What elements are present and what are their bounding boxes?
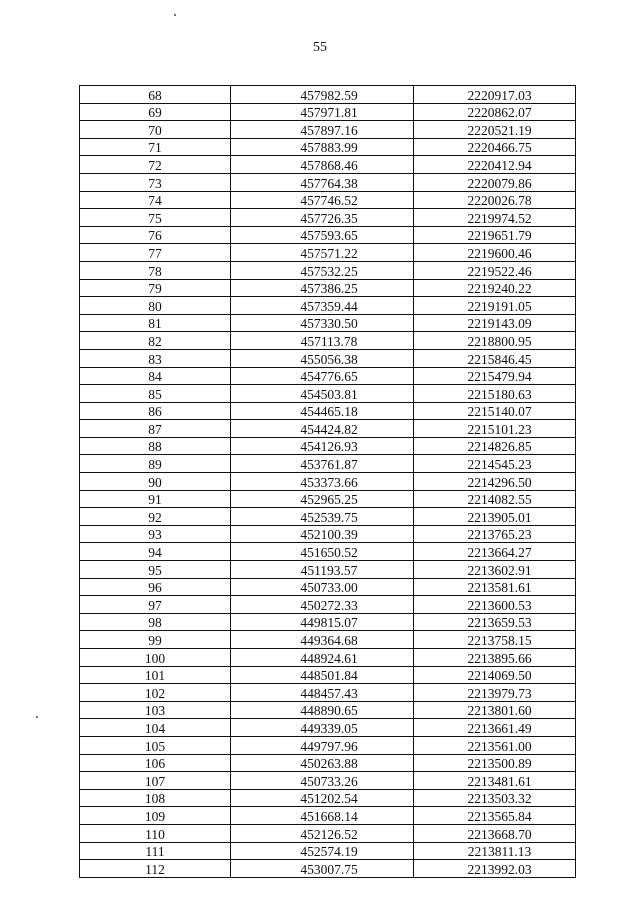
y-coordinate-cell: 2213659.53 (414, 613, 576, 631)
x-coordinate-cell: 457982.59 (231, 86, 414, 104)
table-row (80, 332, 576, 350)
table-row (80, 842, 576, 860)
table-row (80, 349, 576, 367)
x-coordinate-cell: 457726.35 (231, 209, 414, 227)
table-row (80, 261, 576, 279)
point-number-cell: 75 (80, 209, 231, 227)
x-coordinate-cell: 448924.61 (231, 649, 414, 667)
table-row (80, 561, 576, 579)
y-coordinate-cell: 2220079.86 (414, 173, 576, 191)
point-number-cell: 95 (80, 561, 231, 579)
point-number-cell: 97 (80, 596, 231, 614)
table-row (80, 420, 576, 438)
point-number-cell: 107 (80, 772, 231, 790)
x-coordinate-cell: 451193.57 (231, 561, 414, 579)
table-row (80, 701, 576, 719)
y-coordinate-cell: 2214082.55 (414, 490, 576, 508)
table-row (80, 508, 576, 526)
point-number-cell: 82 (80, 332, 231, 350)
x-coordinate-cell: 457593.65 (231, 226, 414, 244)
table-row (80, 860, 576, 878)
table-row (80, 103, 576, 121)
y-coordinate-cell: 2213811.13 (414, 842, 576, 860)
x-coordinate-cell: 457532.25 (231, 261, 414, 279)
point-number-cell: 78 (80, 261, 231, 279)
y-coordinate-cell: 2220412.94 (414, 156, 576, 174)
point-number-cell: 100 (80, 649, 231, 667)
x-coordinate-cell: 453373.66 (231, 473, 414, 491)
point-number-cell: 88 (80, 437, 231, 455)
x-coordinate-cell: 457764.38 (231, 173, 414, 191)
y-coordinate-cell: 2220521.19 (414, 121, 576, 139)
point-number-cell: 110 (80, 824, 231, 842)
point-number-cell: 76 (80, 226, 231, 244)
point-number-cell: 73 (80, 173, 231, 191)
x-coordinate-cell: 450733.00 (231, 578, 414, 596)
point-number-cell: 106 (80, 754, 231, 772)
point-number-cell: 86 (80, 402, 231, 420)
y-coordinate-cell: 2218800.95 (414, 332, 576, 350)
table-row (80, 437, 576, 455)
point-number-cell: 70 (80, 121, 231, 139)
table-row (80, 824, 576, 842)
y-coordinate-cell: 2213503.32 (414, 789, 576, 807)
point-number-cell: 69 (80, 103, 231, 121)
point-number-cell: 81 (80, 314, 231, 332)
point-number-cell: 91 (80, 490, 231, 508)
y-coordinate-cell: 2213801.60 (414, 701, 576, 719)
y-coordinate-cell: 2213895.66 (414, 649, 576, 667)
x-coordinate-cell: 452126.52 (231, 824, 414, 842)
table-row (80, 86, 576, 104)
table-row (80, 684, 576, 702)
y-coordinate-cell: 2219600.46 (414, 244, 576, 262)
table-row (80, 244, 576, 262)
point-number-cell: 103 (80, 701, 231, 719)
table-row (80, 754, 576, 772)
y-coordinate-cell: 2213992.03 (414, 860, 576, 878)
x-coordinate-cell: 457571.22 (231, 244, 414, 262)
table-row (80, 525, 576, 543)
y-coordinate-cell: 2213661.49 (414, 719, 576, 737)
table-row (80, 314, 576, 332)
point-number-cell: 80 (80, 297, 231, 315)
x-coordinate-cell: 457113.78 (231, 332, 414, 350)
x-coordinate-cell: 449815.07 (231, 613, 414, 631)
point-number-cell: 108 (80, 789, 231, 807)
x-coordinate-cell: 455056.38 (231, 349, 414, 367)
y-coordinate-cell: 2220862.07 (414, 103, 576, 121)
table-row (80, 279, 576, 297)
x-coordinate-cell: 452574.19 (231, 842, 414, 860)
table-row (80, 490, 576, 508)
y-coordinate-cell: 2213765.23 (414, 525, 576, 543)
point-number-cell: 96 (80, 578, 231, 596)
point-number-cell: 98 (80, 613, 231, 631)
table-row (80, 191, 576, 209)
table-row (80, 121, 576, 139)
point-number-cell: 87 (80, 420, 231, 438)
y-coordinate-cell: 2219240.22 (414, 279, 576, 297)
table-row (80, 543, 576, 561)
point-number-cell: 109 (80, 807, 231, 825)
y-coordinate-cell: 2215140.07 (414, 402, 576, 420)
y-coordinate-cell: 2213758.15 (414, 631, 576, 649)
x-coordinate-cell: 457359.44 (231, 297, 414, 315)
x-coordinate-cell: 448890.65 (231, 701, 414, 719)
point-number-cell: 89 (80, 455, 231, 473)
x-coordinate-cell: 448457.43 (231, 684, 414, 702)
x-coordinate-cell: 453007.75 (231, 860, 414, 878)
point-number-cell: 84 (80, 367, 231, 385)
x-coordinate-cell: 450733.26 (231, 772, 414, 790)
x-coordinate-cell: 452100.39 (231, 525, 414, 543)
table-row (80, 596, 576, 614)
point-number-cell: 112 (80, 860, 231, 878)
table-row (80, 173, 576, 191)
coordinates-table-body (80, 86, 576, 878)
table-row (80, 138, 576, 156)
x-coordinate-cell: 457386.25 (231, 279, 414, 297)
x-coordinate-cell: 457330.50 (231, 314, 414, 332)
y-coordinate-cell: 2213481.61 (414, 772, 576, 790)
point-number-cell: 92 (80, 508, 231, 526)
point-number-cell: 93 (80, 525, 231, 543)
y-coordinate-cell: 2215180.63 (414, 385, 576, 403)
y-coordinate-cell: 2214069.50 (414, 666, 576, 684)
x-coordinate-cell: 451650.52 (231, 543, 414, 561)
y-coordinate-cell: 2219522.46 (414, 261, 576, 279)
table-row (80, 772, 576, 790)
y-coordinate-cell: 2213565.84 (414, 807, 576, 825)
y-coordinate-cell: 2214545.23 (414, 455, 576, 473)
table-row (80, 402, 576, 420)
table-row (80, 666, 576, 684)
table-row (80, 631, 576, 649)
x-coordinate-cell: 454776.65 (231, 367, 414, 385)
point-number-cell: 94 (80, 543, 231, 561)
y-coordinate-cell: 2219651.79 (414, 226, 576, 244)
table-row (80, 473, 576, 491)
table-row (80, 455, 576, 473)
y-coordinate-cell: 2214826.85 (414, 437, 576, 455)
table-row (80, 807, 576, 825)
x-coordinate-cell: 449364.68 (231, 631, 414, 649)
page-number: 55 (313, 40, 327, 55)
x-coordinate-cell: 450263.88 (231, 754, 414, 772)
x-coordinate-cell: 449339.05 (231, 719, 414, 737)
point-number-cell: 77 (80, 244, 231, 262)
point-number-cell: 74 (80, 191, 231, 209)
table-row (80, 385, 576, 403)
point-number-cell: 71 (80, 138, 231, 156)
y-coordinate-cell: 2220917.03 (414, 86, 576, 104)
y-coordinate-cell: 2213500.89 (414, 754, 576, 772)
x-coordinate-cell: 453761.87 (231, 455, 414, 473)
table-row (80, 789, 576, 807)
point-number-cell: 72 (80, 156, 231, 174)
y-coordinate-cell: 2213561.00 (414, 736, 576, 754)
table-row (80, 719, 576, 737)
table-row (80, 209, 576, 227)
table-row (80, 736, 576, 754)
x-coordinate-cell: 457868.46 (231, 156, 414, 174)
table-row (80, 613, 576, 631)
point-number-cell: 104 (80, 719, 231, 737)
point-number-cell: 79 (80, 279, 231, 297)
point-number-cell: 68 (80, 86, 231, 104)
point-number-cell: 111 (80, 842, 231, 860)
y-coordinate-cell: 2215479.94 (414, 367, 576, 385)
x-coordinate-cell: 457883.99 (231, 138, 414, 156)
x-coordinate-cell: 449797.96 (231, 736, 414, 754)
x-coordinate-cell: 454126.93 (231, 437, 414, 455)
x-coordinate-cell: 454465.18 (231, 402, 414, 420)
point-number-cell: 99 (80, 631, 231, 649)
table-row (80, 578, 576, 596)
x-coordinate-cell: 452539.75 (231, 508, 414, 526)
point-number-cell: 105 (80, 736, 231, 754)
y-coordinate-cell: 2213600.53 (414, 596, 576, 614)
point-number-cell: 102 (80, 684, 231, 702)
x-coordinate-cell: 457971.81 (231, 103, 414, 121)
scan-speck (36, 716, 38, 718)
table-row (80, 649, 576, 667)
point-number-cell: 85 (80, 385, 231, 403)
x-coordinate-cell: 457897.16 (231, 121, 414, 139)
y-coordinate-cell: 2213668.70 (414, 824, 576, 842)
table-row (80, 226, 576, 244)
y-coordinate-cell: 2213979.73 (414, 684, 576, 702)
y-coordinate-cell: 2213664.27 (414, 543, 576, 561)
y-coordinate-cell: 2220466.75 (414, 138, 576, 156)
y-coordinate-cell: 2219974.52 (414, 209, 576, 227)
y-coordinate-cell: 2220026.78 (414, 191, 576, 209)
x-coordinate-cell: 450272.33 (231, 596, 414, 614)
y-coordinate-cell: 2215101.23 (414, 420, 576, 438)
y-coordinate-cell: 2214296.50 (414, 473, 576, 491)
y-coordinate-cell: 2213581.61 (414, 578, 576, 596)
x-coordinate-cell: 448501.84 (231, 666, 414, 684)
table-row (80, 367, 576, 385)
coordinates-table (79, 85, 576, 878)
y-coordinate-cell: 2213602.91 (414, 561, 576, 579)
point-number-cell: 83 (80, 349, 231, 367)
x-coordinate-cell: 451202.54 (231, 789, 414, 807)
point-number-cell: 90 (80, 473, 231, 491)
scan-speck (174, 14, 176, 16)
y-coordinate-cell: 2215846.45 (414, 349, 576, 367)
table-row (80, 297, 576, 315)
table-row (80, 156, 576, 174)
y-coordinate-cell: 2213905.01 (414, 508, 576, 526)
y-coordinate-cell: 2219143.09 (414, 314, 576, 332)
x-coordinate-cell: 454424.82 (231, 420, 414, 438)
x-coordinate-cell: 452965.25 (231, 490, 414, 508)
point-number-cell: 101 (80, 666, 231, 684)
x-coordinate-cell: 457746.52 (231, 191, 414, 209)
x-coordinate-cell: 454503.81 (231, 385, 414, 403)
y-coordinate-cell: 2219191.05 (414, 297, 576, 315)
x-coordinate-cell: 451668.14 (231, 807, 414, 825)
